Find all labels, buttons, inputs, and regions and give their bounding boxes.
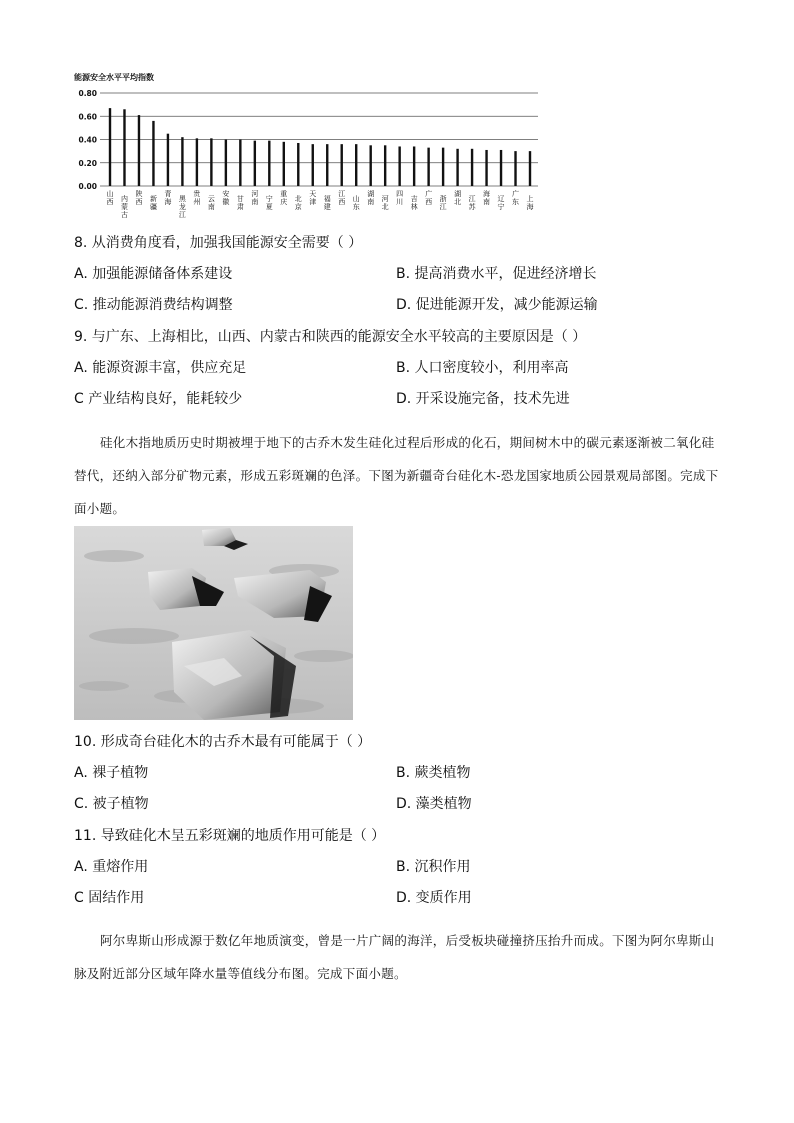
x-tick-label: 湖南 [367,190,375,206]
chart-title: 能源安全水平平均指数 [74,73,154,82]
bar [398,146,400,186]
question-11-option-c[interactable]: C 固结作用 [74,890,145,906]
y-tick-label: 0.60 [78,112,97,122]
x-tick-label: 山西 [106,190,114,206]
x-tick-label: 天津 [309,190,317,206]
bar [413,146,415,186]
question-11-option-b[interactable]: B. 沉积作用 [396,859,471,875]
question-9-stem: 9. 与广东、上海相比，山西、内蒙古和陕西的能源安全水平较高的主要原因是（ ） [74,329,587,345]
y-tick-label: 0.40 [78,135,97,145]
bar [181,137,183,186]
question-10-option-a[interactable]: A. 裸子植物 [74,765,149,781]
x-tick-label: 福建 [323,195,331,211]
question-9-option-c[interactable]: C 产业结构良好，能耗较少 [74,391,243,407]
x-tick-label: 四川 [396,190,404,206]
y-tick-label: 0.20 [78,158,97,168]
x-tick-label: 陕西 [135,190,143,206]
x-tick-label: 新疆 [149,195,157,211]
x-tick-label: 海南 [483,190,491,206]
bar [427,148,429,186]
bar [485,150,487,186]
bar [152,121,154,186]
bar [210,138,212,186]
y-tick-label: 0.00 [78,182,97,191]
question-8-option-d[interactable]: D. 促进能源开发，减少能源运输 [396,297,598,313]
question-10-stem: 10. 形成奇台硅化木的古乔木最有可能属于（ ） [74,734,372,750]
bar [109,108,111,186]
petrified-wood-photo [74,526,353,720]
y-tick-label: 0.80 [78,89,97,98]
x-tick-label: 甘肃 [236,195,244,211]
x-tick-label: 广东 [512,190,520,206]
x-tick-label: 内蒙古 [120,195,128,219]
x-tick-label: 广西 [425,190,433,206]
bar [369,145,371,186]
question-11-option-a[interactable]: A. 重熔作用 [74,859,149,875]
x-tick-label: 吉林 [410,195,418,211]
bar [442,148,444,186]
x-tick-label: 北京 [294,195,302,211]
question-9-option-d[interactable]: D. 开采设施完备，技术先进 [396,391,570,407]
x-tick-label: 辽宁 [497,195,505,211]
petrified-wood-image [74,526,353,720]
bar [268,141,270,186]
bar [167,134,169,186]
x-tick-label: 上海 [526,195,534,211]
x-tick-label: 青海 [164,190,172,206]
bar [297,143,299,186]
x-tick-label: 云南 [207,195,215,211]
bar [239,140,241,187]
x-tick-label: 河北 [381,195,389,211]
x-tick-label: 宁夏 [265,195,273,211]
x-tick-label: 江西 [338,190,346,206]
x-tick-label: 江苏 [468,195,476,211]
passage-petrified-wood: 硅化木指地质历史时期被埋于地下的古乔木发生硅化过程后形成的化石，期间树木中的碳元素逐渐被二氧化硅替代，还纳入部分矿物元素，形成五彩斑斓的色泽。下图为新疆奇台硅化木-恐龙国家地质公园景观局部图。完成下面小题。 [74,435,719,516]
passage-alps: 阿尔卑斯山形成源于数亿年地质演变，曾是一片广阔的海洋，后受板块碰撞挤压抬升而成。下图为阿尔卑斯山脉及附近部分区域年降水量等值线分布图。完成下面小题。 [74,933,715,981]
bar [500,150,502,186]
question-8-option-b[interactable]: B. 提高消费水平，促进经济增长 [396,266,597,282]
bar [283,142,285,186]
x-tick-label: 山东 [352,195,360,211]
x-tick-label: 贵州 [193,190,201,206]
bar [196,138,198,186]
bar [456,149,458,186]
x-tick-label: 重庆 [280,190,288,206]
question-10-option-b[interactable]: B. 蕨类植物 [396,765,471,781]
x-tick-label: 河南 [251,190,259,206]
x-tick-label: 浙江 [439,195,447,211]
bar [514,151,516,186]
question-9-option-b[interactable]: B. 人口密度较小，利用率高 [396,360,569,376]
energy-security-chart [72,68,552,228]
x-tick-label: 安徽 [222,190,230,206]
question-11-option-d[interactable]: D. 变质作用 [396,890,472,906]
bar [312,144,314,186]
bar [471,149,473,186]
bar [225,140,227,187]
bar [326,144,328,186]
bar [384,145,386,186]
bar [341,144,343,186]
bar [355,144,357,186]
x-tick-label: 黑龙江 [178,195,186,219]
bar [529,151,531,186]
bar [138,115,140,186]
bar [123,109,125,186]
question-10-option-d[interactable]: D. 藻类植物 [396,796,472,812]
question-10-option-c[interactable]: C. 被子植物 [74,796,149,812]
bar-chart-svg [72,68,552,228]
x-tick-label: 湖北 [454,190,462,206]
question-8-stem: 8. 从消费角度看，加强我国能源安全需要（ ） [74,235,363,251]
question-9-option-a[interactable]: A. 能源资源丰富，供应充足 [74,360,247,376]
question-11-stem: 11. 导致硅化木呈五彩斑斓的地质作用可能是（ ） [74,828,386,844]
question-8-option-a[interactable]: A. 加强能源储备体系建设 [74,266,233,282]
question-8-option-c[interactable]: C. 推动能源消费结构调整 [74,297,233,313]
bar [254,141,256,186]
